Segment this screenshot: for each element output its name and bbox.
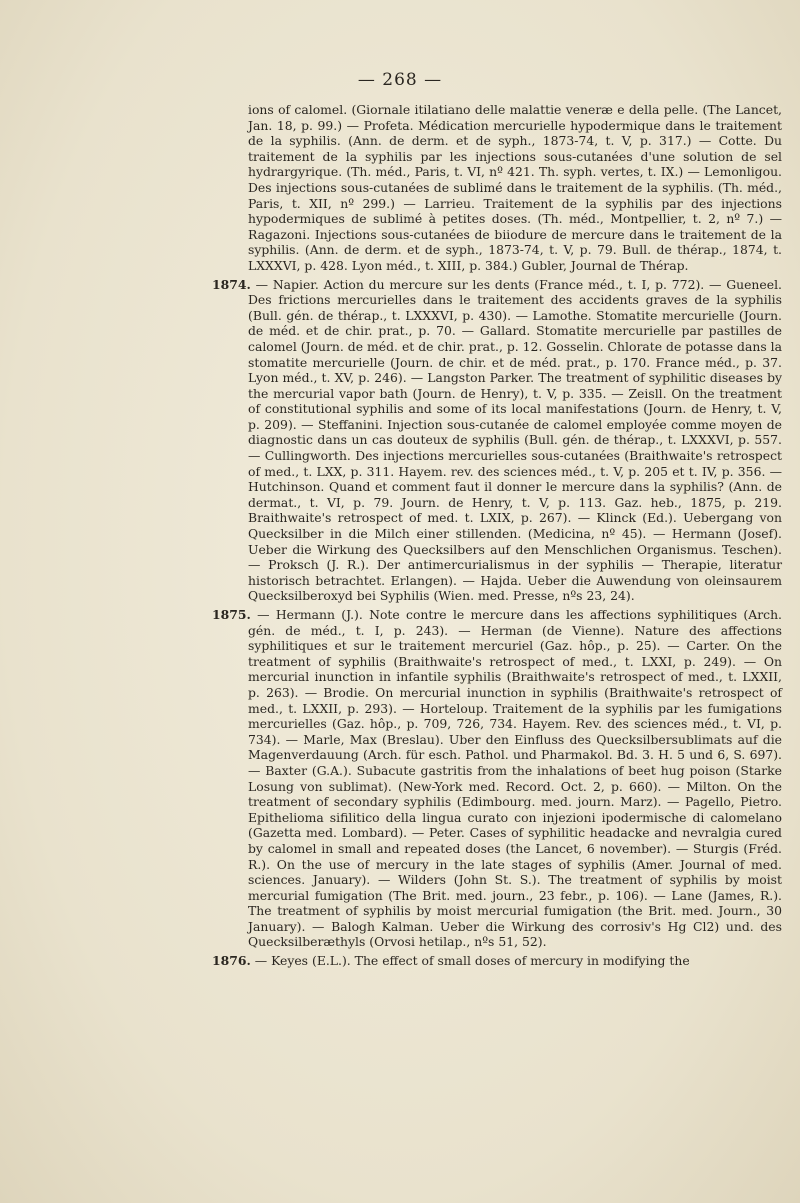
entry-text: — Napier. Action du mercure sur les dents (France méd., t. I, p. 772). — Gueneel. Des frictions mercurielles dans le traitement des accidents graves de la syphilis (Bull. gén. de thérap., t. LXXXVI, p. 430). — Lamothe. Stomatite mercurielle (Journ. de méd. et de chir. prat., p. 70. — Gallard. Stomatite mercurielle par pastilles de calomel (Journ. de méd. et de chir. prat., p. 12. Gosselin. Chlorate de potasse dans la stomatite mercurielle (Journ. de chir. et de méd. prat., p. 170. France méd., p. 37. Lyon méd., t. XV, p. 246). — Langston Parker. The treatment of syphilitic diseases by the mercurial vapor bath (Journ. de Henry), t. V, p. 335. — Zeisll. On the treatment of constitutional syphilis and some of its local manifestations (Journ. de Henry, t. V, p. 209). — Steffanini. Injection sous-cutanée de calomel employée comme moyen de diagnostic dans un cas douteux de syphilis (Bull. gén. de thérap., t. LXXXVI, p. 557. — Cullingworth. Des injections mercurielles sous-cutanées (Braithwaite's retrospect of med., t. LXX, p. 311. Hayem. rev. des sciences méd., t. V, p. 205 et t. IV, p. 356. — Hutchinson. Quand et comment faut il donner le mercure dans la syphilis? (Ann. de dermat., t. VI, p. 79. Journ. de Henry, t. V, p. 113. Gaz. heb., 1875, p. 219. Braithwaite's retrospect of med. t. LXIX, p. 267). — Klinck (Ed.). Uebergang von Quecksilber in die Milch einer stillenden. (Medicina, nº 45). — Hermann (Josef). Ueber die Wirkung des Quecksilbers auf den Menschlichen Organismus. Teschen). — Proksch (J. R.). Der antimercurialismus in der syphilis — Therapie, literatur historisch betrachtet. Erlangen). — Hajda. Ueber die Auwendung von oleinsaurem Quecksilberoxyd bei Syphilis (Wien. med. Presse, nºs 23, 24).	[248, 276, 782, 604]
entry-text: — Hermann (J.). Note contre le mercure dans les affections syphilitiques (Arch. gén. de méd., t. I, p. 243). — Herman (de Vienne). Nature des affections syphilitiques et sur le traitement mercuriel (Gaz. hôp., p. 25). — Carter. On the treatment of syphilis (Braithwaite's retrospect of med., t. LXXI, p. 249). — On mercurial inunction in infantile syphilis (Braithwaite's retrospect of med., t. LXXII, p. 263). — Brodie. On mercurial inunction in syphilis (Braithwaite's retrospect of med., t. LXXII, p. 293). — Horteloup. Traitement de la syphilis par les fumigations mercurielles (Gaz. hôp., p. 709, 726, 734. Hayem. Rev. des sciences méd., t. VI, p. 734). — Marle, Max (Breslau). Uber den Einfluss des Quecksilbersublimats auf die Magenverdauung (Arch. für esch. Pathol. und Pharmakol. Bd. 3. H. 5 und 6, S. 697). — Baxter (G.A.). Subacute gastritis from the inhalations of beet hug poison (Starke Losung von sublimat). (New-York med. Record. Oct. 2, p. 660). — Milton. On the treatment of secondary syphilis (Edimbourg. med. journ. Marz). — Pagello, Pietro. Epithelioma sifilitico della lingua curato con injezioni ipodermische di calomelano (Gazetta med. Lombard). — Peter. Cases of syphilitic headacke and nevralgia cured by calomel in small and repeated doses (the Lancet, 6 november). — Sturgis (Fréd. R.). On the use of mercury in the late stages of syphilis (Amer. Journal of med. sciences. January). — Wilders (John St. S.). The treatment of syphilis by moist mercurial fumigation (The Brit. med. journ., 23 febr., p. 106). — Lane (James, R.). The treatment of syphilis by moist mercurial fumigation (the Brit. med. Journ., 30 January). — Balogh Kalman. Ueber die Wirkung des corrosiv's Hg Cl2) und. des Quecksilberæthyls (Orvosi hetilap., nºs 51, 52).	[248, 607, 782, 950]
year-label: 1874.	[212, 276, 251, 292]
year-label: 1875.	[212, 607, 251, 622]
bibliography-entry-continuation	[212, 102, 782, 274]
entry-text: ions of calomel. (Giornale itilatiano delle malattie veneræ e della pelle. (The Lancet, Jan. 18, p. 99.) — Profeta. Médication mercurielle hypodermique dans le traitement de la syphilis. (Ann. de derm. et de syph., 1873-74, t. V, p. 317.) — Cotte. Du traitement de la syphilis par les injections sous-cutanées d'une solution de sel hydrargyrique. (Th. méd., Paris, t. VI, nº 421. Th. syph. vertes, t. IX.) — Lemonligou. Des injections sous-cutanées de sublimé dans le traitement de la syphilis. (Th. méd., Paris, t. XII, nº 299.) — Larrieu. Traitement de la syphilis par des injections hypodermiques de sublimé à petites doses. (Th. méd., Montpellier, t. 2, nº 7.) — Ragazoni. Injections sous-cutanées de biiodure de mercure dans le traitement de la syphilis. (Ann. de derm. et de syph., 1873-74, t. V, p. 79. Bull. de thérap., 1874, t. LXXXVI, p. 428. Lyon méd., t. XIII, p. 384.) Gubler, Journal de Thérap.	[248, 102, 782, 273]
bibliography-text	[212, 102, 782, 972]
entry-text: — Keyes (E.L.). The effect of small doses of mercury in modifying the	[254, 953, 690, 969]
year-label: 1876.	[212, 953, 251, 969]
bibliography-entry-1874	[212, 277, 782, 604]
bibliography-entry-1875	[212, 607, 782, 950]
bibliography-entry-1876	[212, 953, 782, 969]
page-number: — 268 —	[357, 70, 443, 90]
